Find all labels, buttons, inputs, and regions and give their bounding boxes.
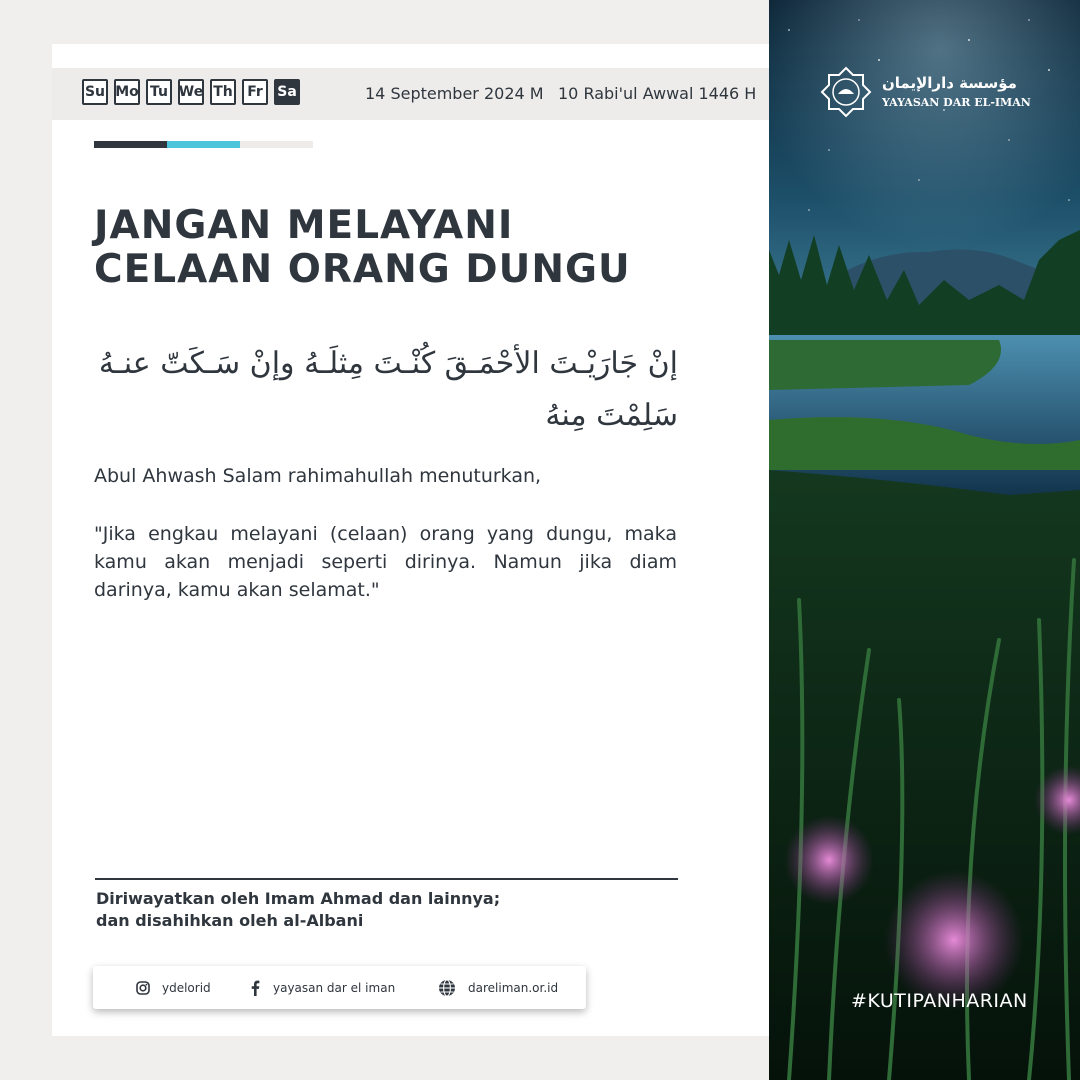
instagram-handle: ydelorid [162,980,211,995]
night-landscape-image [769,0,1080,1080]
arabic-quote: إنْ جَارَيْـتَ الأحْمَـقَ كُنْـتَ مِثلَـهُ وإنْ سَـكَتّ عنـهُ سَلِمْتَ مِنهُ [98,346,678,433]
social-bar [93,966,586,1009]
source-line-1: Diriwayatkan oleh Imam Ahmad dan lainnya; [96,889,501,908]
date-bar [52,68,769,120]
social-instagram[interactable] [136,966,211,1009]
social-facebook[interactable] [249,966,395,1009]
source-citation [96,888,500,932]
source-line-2: dan disahihkan oleh al-Albani [96,911,364,930]
quote-intro: Abul Ahwash Salam rahimahullah menuturkan, [94,465,542,487]
accent-bar-light [240,141,313,148]
social-website[interactable] [438,966,558,1009]
brand-name-arabic: مؤسسة دارالإيمان [882,74,1017,92]
foundation-logo-icon [820,66,872,118]
title-line-1: JANGAN MELAYANI [94,203,514,248]
instagram-icon [136,981,150,995]
accent-bar-dark [94,141,167,148]
divider [95,878,678,880]
day-box-su: Su [82,79,108,105]
day-box-we: We [178,79,204,105]
day-box-sa-active: Sa [274,79,300,105]
brand-name-latin: YAYASAN DAR EL-IMAN [882,96,1031,109]
weekday-row [82,79,300,105]
day-box-tu: Tu [146,79,172,105]
day-box-th: Th [210,79,236,105]
globe-icon [438,979,456,997]
facebook-handle: yayasan dar el iman [273,980,396,995]
quote-text: "Jika engkau melayani (celaan) orang yang dungu, maka kamu akan menjadi seperti dirinya. Namun jika diam darinya, kamu akan selamat." [94,523,677,601]
title-line-2: CELAAN ORANG DUNGU [94,247,631,292]
page-title [94,204,631,292]
website-url: dareliman.or.id [468,980,559,995]
date-hijri: 10 Rabi'ul Awwal 1446 H [558,84,757,103]
date-gregorian: 14 September 2024 M [365,84,544,103]
hashtag: #KUTIPANHARIAN [851,990,1028,1012]
landscape-illustration [769,0,1080,1080]
day-box-mo: Mo [114,79,140,105]
accent-bar-cyan [167,141,240,148]
facebook-icon [249,980,261,996]
day-box-fr: Fr [242,79,268,105]
